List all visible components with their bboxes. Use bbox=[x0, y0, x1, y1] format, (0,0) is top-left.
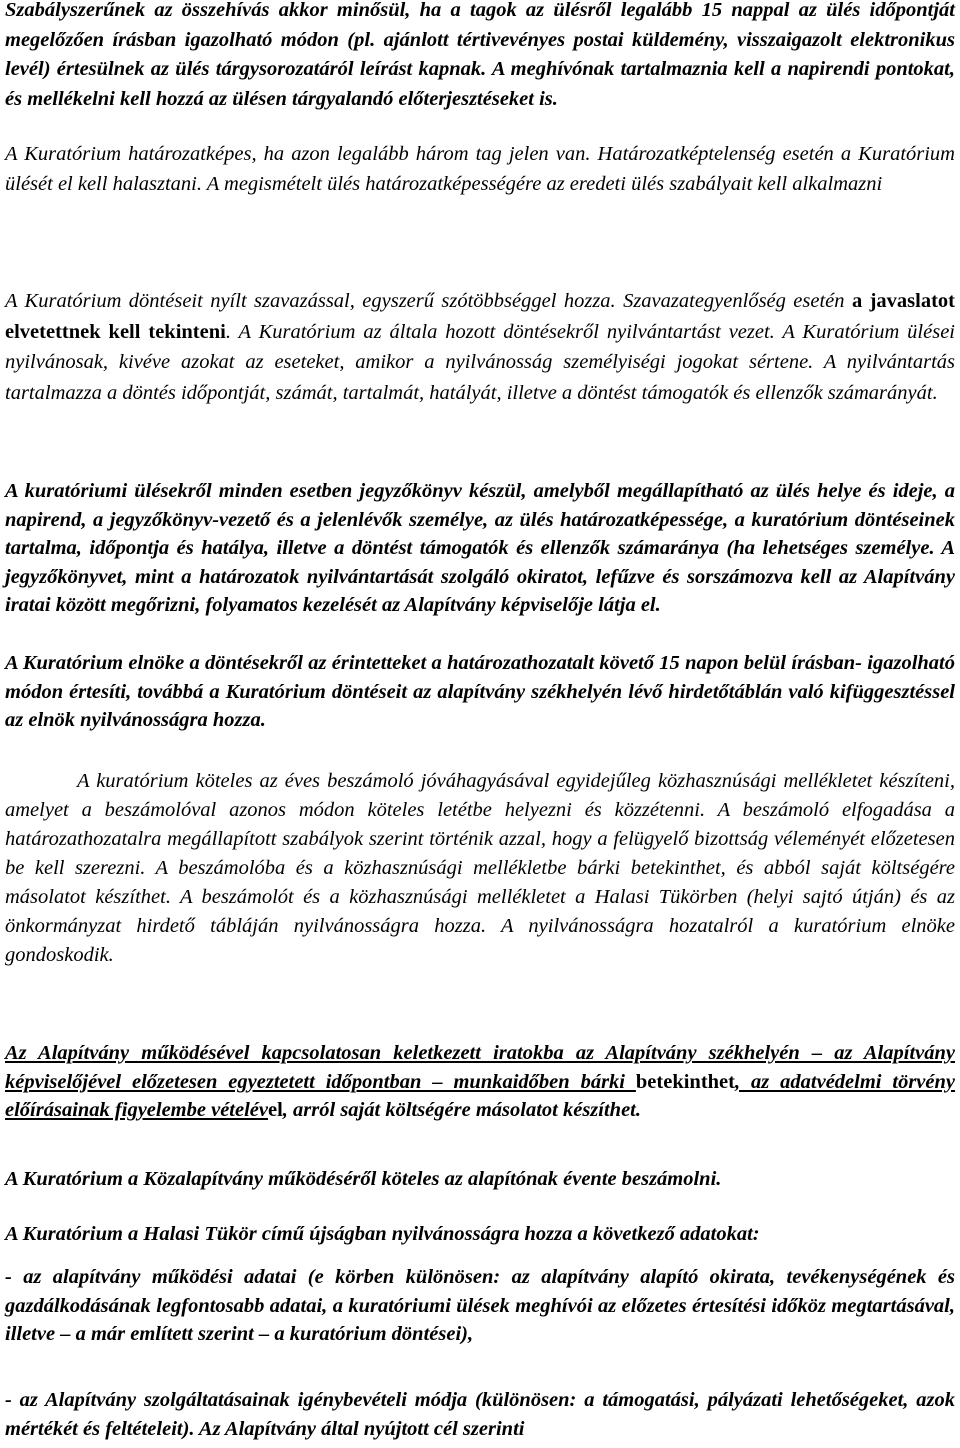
access-text-betekinthet: betekinthet bbox=[635, 1070, 735, 1093]
paragraph-annual-accountability: A Kuratórium a Közalapítvány működéséről köteles az alapítónak évente beszámolni. bbox=[5, 1168, 722, 1190]
access-text-middle: , az adatvédelmi törvény előírásainak figyelembe vételév bbox=[5, 1070, 956, 1121]
list-item-services: - az Alapítvány szolgáltatásainak igénybevételi módja (különösen: a támogatási, pályázati lehetőségeket, azok mértékét és feltételeit). Az Alapítvány által nyújtott cél szerinti bbox=[5, 1389, 955, 1440]
access-text-start: Az Alapítvány működésével kapcsolatosan keletkezett iratokba az Alapítvány székhelyén – az Alapítvány képviselőjével előzetesen egyeztetett időpontban – munkaidőben bárki bbox=[5, 1042, 955, 1093]
paragraph-publication: A Kuratórium a Halasi Tükör című újságban nyilvánosságra hozza a következő adatokat: bbox=[5, 1223, 760, 1245]
paragraph-annual-report: A kuratórium köteles az éves beszámoló jóváhagyásával egyidejűleg közhasznúsági mellékletet készíteni, amelyet a beszámolóval azonos módon köteles letétbe helyezni és közzétenni. A beszámoló elfogadása a határozathozatalra megállapított szabályok szerint történik azzal, hogy a felügyelő bizottság véleményét előzetesen be kell szerezni. A beszámolóba és a közhasznúsági mellékletbe bárki betekinthet, és abból saját költségére másolatot készíthet. A beszámolót és a közhasznúsági mellékletet a Halasi Tükörben (helyi sajtó útján) és az önkormányzat hirdető tábláján nyilvánosságra hozza. A nyilvánosságra hozatalról a kuratórium elnöke gondoskodik. bbox=[5, 770, 955, 966]
access-text-el: el bbox=[268, 1099, 283, 1121]
decisions-text-start: A Kuratórium döntéseit nyílt szavazással, egyszerű szótöbbséggel hozza. Szavazategyenlőség esetén bbox=[5, 290, 852, 312]
paragraph-convening-rules: Szabályszerűnek az összehívás akkor minősül, ha a tagok az ülésről legalább 15 nappal az ülés időpontját megelőzően írásban igazolható módon (pl. ajánlott tértivevényes postai küldemény, visszaigazolt elektronikus levél) értesülnek az ülés tárgysorozatáról leírást kapnak. A meghívónak tartalmaznia kell a napirendi pontokat, és mellékelni kell hozzá az ülésen tárgyalandó előterjesztéseket is. bbox=[5, 0, 955, 110]
paragraph-chair-notification: A Kuratórium elnöke a döntésekről az érintetteket a határozathozatalt követő 15 napon belül írásban- igazolható módon értesíti, továbbá a Kuratórium döntéseit az alapítvány székhelyén lévő hirdetőtáblán való kifüggesztéssel az elnök nyilvánosságra hozza. bbox=[5, 652, 955, 731]
decisions-text-bold: a javaslatot elvetettnek kell tekinteni bbox=[5, 290, 955, 343]
paragraph-minutes: A kuratóriumi ülésekről minden esetben jegyzőkönyv készül, amelyből megállapítható az ülés helye és ideje, a napirend, a jegyzőkönyv-vezető és a jelenlévők személye, az ülés határozatképessége, a kuratórium döntéseinek tartalma, időpontja és hatálya, illetve a döntést támogatók és ellenzők számaránya (ha lehetséges személye. A jegyzőkönyvet, mint a határozatok nyilvántartását szolgáló okiratot, lefűzve és sorszámozva kell az Alapítvány iratai között megőrizni, folyamatos kezelését az Alapítvány képviselője látja el. bbox=[5, 480, 955, 616]
paragraph-quorum: A Kuratórium határozatképes, ha azon legalább három tag jelen van. Határozatképtelenség esetén a Kuratórium ülését el kell halasztani. A megismételt ülés határozatképességére az eredeti ülés szabályait kell alkalmazni bbox=[5, 143, 955, 195]
list-item-operating-data: - az alapítvány működési adatai (e körben különösen: az alapítvány alapító okirata, tevékenységének és gazdálkodásának legfontosabb adatai, a kuratóriumi ülések meghívói az előzetes értesítési időköz megtartásával, illetve – a már említett szerint – a kuratórium döntései), bbox=[5, 1266, 955, 1345]
access-text-end: , arról saját költségére másolatot készíthet. bbox=[282, 1099, 641, 1121]
paragraph-decisions bbox=[5, 286, 955, 408]
decisions-text-end: . A Kuratórium az általa hozott döntésekről nyilvántartást vezet. A Kuratórium ülései nyilvánosak, kivéve azokat az eseteket, amikor a nyilvánosság személyiségi jogokat sértene. A nyilvántartás tartalmazza a döntés időpontját, számát, tartalmát, hatályát, illetve a döntést támogatók és ellenzők számarányát. bbox=[5, 320, 955, 404]
paragraph-document-access bbox=[5, 1039, 955, 1125]
